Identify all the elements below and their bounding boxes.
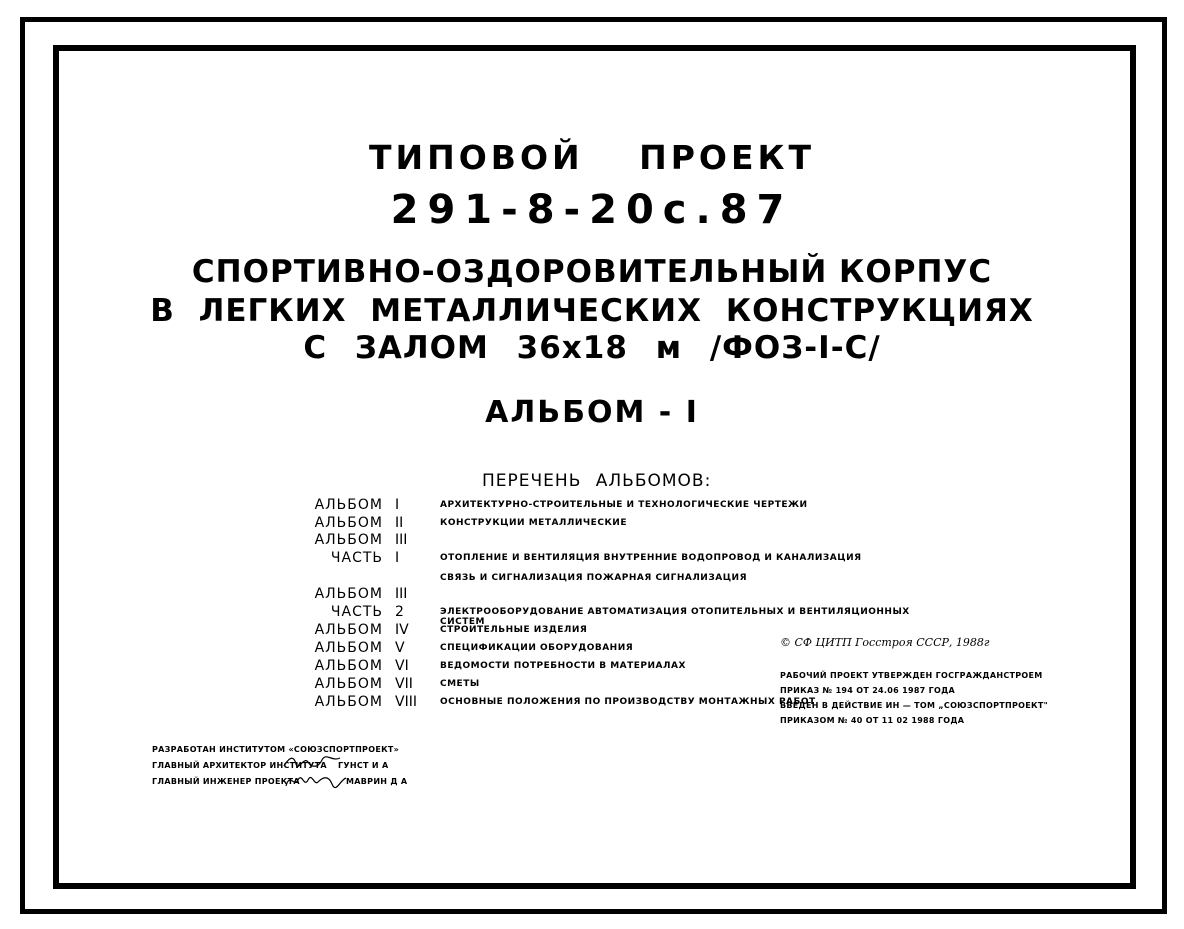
album-row-label: АЛЬБОМ <box>314 694 383 710</box>
album-row-number: I <box>395 497 400 513</box>
approval-line-2: ПРИКАЗ № 194 ОТ 24.06 1987 ГОДА <box>780 686 956 695</box>
album-row-description: ВЕДОМОСТИ ПОТРЕБНОСТИ В МАТЕРИАЛАХ <box>440 661 686 671</box>
album-row-number: III <box>395 586 408 602</box>
album-row-number: III <box>395 532 408 548</box>
album-row-label: АЛЬБОМ <box>314 658 383 674</box>
engineer-signature <box>284 770 348 792</box>
chief-engineer-role: ГЛАВНЫЙ ИНЖЕНЕР ПРОЕКТА <box>152 777 300 786</box>
developer-line: РАЗРАБОТАН ИНСТИТУТОМ «СОЮЗСПОРТПРОЕКТ» <box>152 745 400 754</box>
album-row <box>300 497 940 514</box>
album-row-number: I <box>395 550 400 566</box>
album-row-description: АРХИТЕКТУРНО-СТРОИТЕЛЬНЫЕ И ТЕХНОЛОГИЧЕСКИЕ ЧЕРТЕЖИ <box>440 500 808 510</box>
album-row-label: АЛЬБОМ <box>314 640 383 656</box>
album-row-description: ЭЛЕКТРООБОРУДОВАНИЕ АВТОМАТИЗАЦИЯ ОТОПИТЕЛЬНЫХ И ВЕНТИЛЯЦИОННЫХ СИСТЕМ <box>440 607 910 627</box>
album-row-number: IV <box>395 622 409 638</box>
album-row-description: СТРОИТЕЛЬНЫЕ ИЗДЕЛИЯ <box>440 625 588 635</box>
architect-signature <box>282 752 342 772</box>
albums-list-heading: ПЕРЕЧЕНЬ АЛЬБОМОВ: <box>482 471 712 491</box>
album-row-description: СПЕЦИФИКАЦИИ ОБОРУДОВАНИЯ <box>440 643 634 653</box>
album-row-label: АЛЬБОМ <box>314 532 383 548</box>
chief-engineer-name: МАВРИН Д А <box>346 777 408 786</box>
album-row <box>300 532 940 549</box>
approval-line-4: ПРИКАЗОМ № 40 ОТ 11 02 1988 ГОДА <box>780 716 965 725</box>
album-row-number: VIII <box>395 694 417 710</box>
album-row-description: СВЯЗЬ И СИГНАЛИЗАЦИЯ ПОЖАРНАЯ СИГНАЛИЗАЦИЯ <box>440 573 748 583</box>
album-row <box>300 550 940 567</box>
project-number: 291-8-20с.87 <box>390 187 794 233</box>
album-row-number: 2 <box>395 604 404 620</box>
album-row-number: II <box>395 515 404 531</box>
chief-architect-name: ГУНСТ И А <box>338 761 389 770</box>
album-row-label: АЛЬБОМ <box>314 497 383 513</box>
approval-line-1: РАБОЧИЙ ПРОЕКТ УТВЕРЖДЕН ГОСГРАЖДАНСТРОЕМ <box>780 671 1043 680</box>
album-row-label: ЧАСТЬ <box>330 550 383 566</box>
album-row-label: АЛЬБОМ <box>314 515 383 531</box>
album-row-label: АЛЬБОМ <box>314 676 383 692</box>
album-row <box>300 515 940 532</box>
project-name-line-3: С ЗАЛОМ 36х18 м /ФОЗ-I-С/ <box>303 330 881 366</box>
album-row-label: АЛЬБОМ <box>314 586 383 602</box>
album-row-description: ОСНОВНЫЕ ПОЛОЖЕНИЯ ПО ПРОИЗВОДСТВУ МОНТАЖНЫХ РАБОТ <box>440 697 816 707</box>
chief-architect-role: ГЛАВНЫЙ АРХИТЕКТОР ИНСТИТУТА <box>152 761 327 770</box>
album-row-number: V <box>395 640 405 656</box>
copyright-note: © СФ ЦИТП Госстроя СССР, 1988г <box>780 636 990 649</box>
header-title: ТИПОВОЙ ПРОЕКТ <box>369 138 815 177</box>
project-name-line-2: В ЛЕГКИХ МЕТАЛЛИЧЕСКИХ КОНСТРУКЦИЯХ <box>150 293 1034 329</box>
album-title: АЛЬБОМ - I <box>485 395 699 430</box>
album-row-description: КОНСТРУКЦИИ МЕТАЛЛИЧЕСКИЕ <box>440 518 627 528</box>
project-name-line-1: СПОРТИВНО-ОЗДОРОВИТЕЛЬНЫЙ КОРПУС <box>191 254 993 290</box>
album-row <box>300 604 940 627</box>
album-row <box>300 586 940 603</box>
album-row-label: АЛЬБОМ <box>314 622 383 638</box>
album-row-description: ОТОПЛЕНИЕ И ВЕНТИЛЯЦИЯ ВНУТРЕННИЕ ВОДОПРОВОД И КАНАЛИЗАЦИЯ <box>440 553 862 563</box>
album-row-label: ЧАСТЬ <box>330 604 383 620</box>
album-row-number: VI <box>395 658 409 674</box>
album-row <box>300 570 940 587</box>
album-row-description: СМЕТЫ <box>440 679 480 689</box>
album-row-number: VII <box>395 676 413 692</box>
approval-line-3: ВВЕДЕН В ДЕЙСТВИЕ ИН — ТОМ „СОЮЗСПОРТПРОЕКТ" <box>780 701 1049 710</box>
